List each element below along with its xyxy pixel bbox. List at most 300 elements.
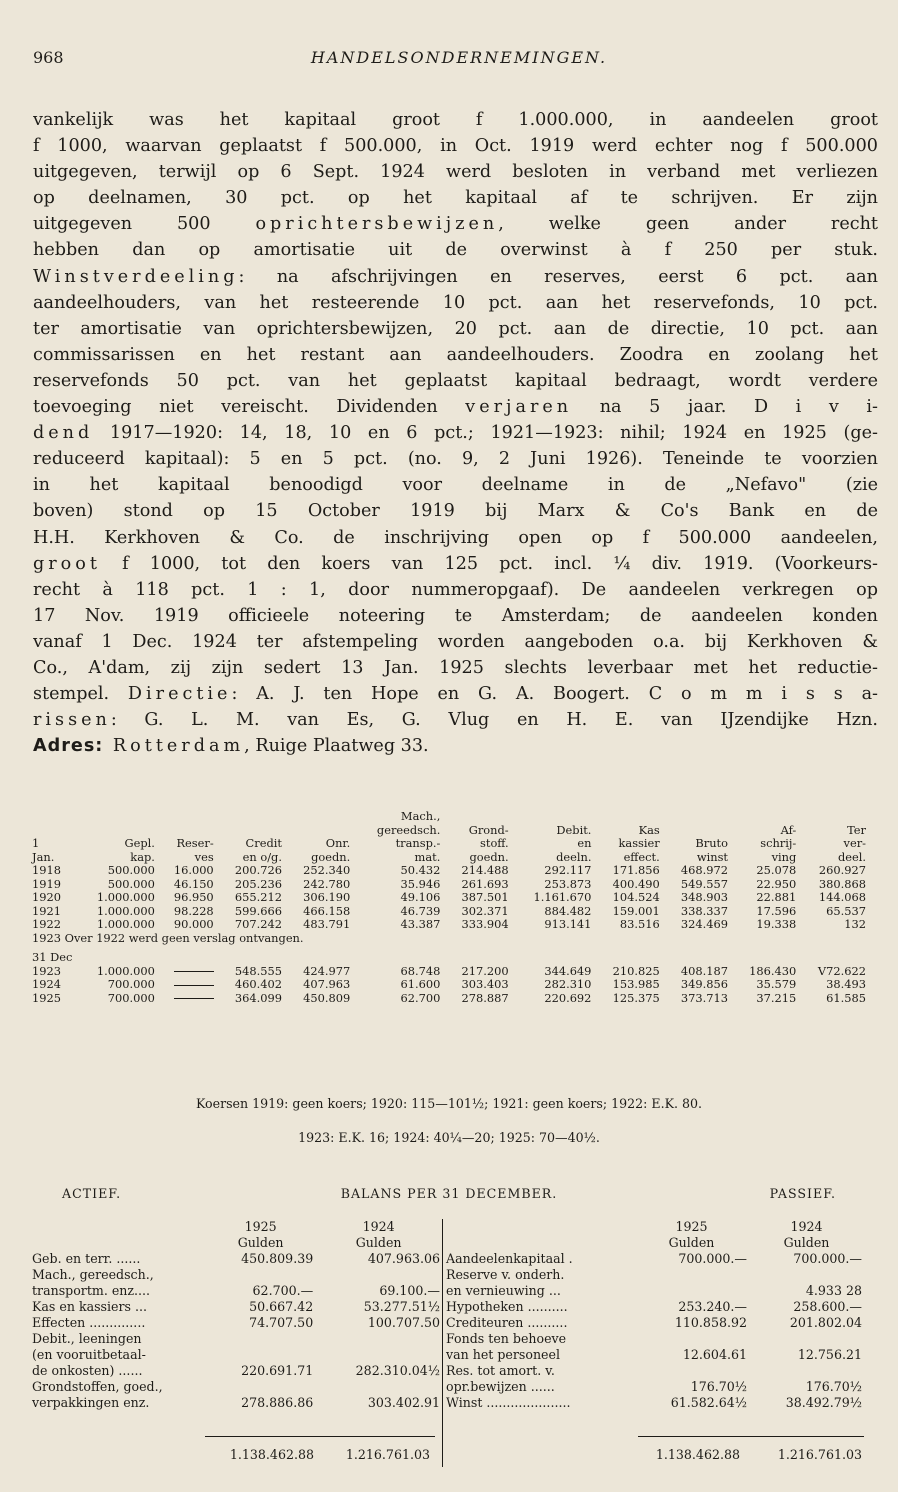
table-cell: V72.622 — [817, 963, 866, 978]
table-cell: 306.190 — [303, 890, 351, 904]
balance-row — [30, 1299, 442, 1315]
table-cell: 43.387 — [400, 917, 441, 931]
balance-row — [444, 1347, 864, 1363]
table-cell: 17.596 — [756, 903, 797, 918]
table-row — [30, 891, 868, 905]
balance-item-label: Res. tot amort. v. — [446, 1363, 555, 1378]
table-cell: 884.482 — [544, 903, 592, 918]
table-cell: ving — [771, 849, 797, 864]
balance-amount: 700.000.— — [793, 1251, 862, 1266]
table-cell: 1.161.670 — [533, 890, 592, 904]
table-cell: 333.904 — [461, 917, 509, 931]
table-cell: stoff. — [480, 836, 509, 850]
table-cell: 407.963 — [303, 977, 351, 991]
table-note: 31 Dec — [32, 950, 73, 964]
actief-label: ACTIEF. — [62, 1186, 122, 1201]
balance-amount — [749, 1331, 864, 1347]
table-cell — [30, 810, 74, 824]
table-cell: Reser- — [176, 836, 214, 850]
balance-amount: 12.756.21 — [797, 1347, 862, 1362]
table-cell: kap. — [130, 849, 155, 864]
table-cell: 500.000 — [107, 863, 155, 877]
table-cell: 35.579 — [756, 977, 797, 991]
table-cell — [157, 965, 216, 979]
balance-row — [444, 1315, 864, 1331]
text-segment: aandeelhouders, van het resteerende 10 pct. aan het reservefonds, 10 pct. — [33, 292, 878, 313]
table-cell: 1 — [32, 836, 40, 850]
text-segment: in het kapitaal benoodigd voor deelname in de „Nefavo" (zie — [33, 475, 878, 496]
balance-column-header: 1925 — [244, 1219, 277, 1234]
balance-row — [444, 1267, 864, 1283]
text-segment: Winstverdeeling — [33, 266, 239, 287]
table-cell: 125.375 — [612, 990, 660, 1005]
total-rule-right — [638, 1436, 864, 1437]
balance-amount: 176.70½ — [690, 1379, 747, 1394]
dash-mark — [174, 985, 214, 986]
balance-row — [444, 1283, 864, 1299]
balance-amount — [206, 1331, 315, 1347]
table-cell: 205.236 — [234, 876, 282, 891]
balance-amount — [634, 1267, 749, 1283]
text-line — [33, 107, 878, 133]
table-cell: 1925 — [32, 990, 61, 1005]
text-segment: 17 Nov. 1919 officieele noteering te Amsterdam; de aandeelen konden — [33, 605, 878, 626]
balance-row — [444, 1395, 864, 1411]
text-segment: oprichtersbewijzen — [255, 214, 499, 235]
balance-amount — [634, 1363, 749, 1379]
balance-item-label: Hypotheken .......... — [446, 1299, 568, 1314]
text-segment: , Ruige Plaatweg 33. — [244, 736, 429, 757]
table-cell: 46.150 — [173, 876, 214, 891]
text-segment: verjaren — [465, 397, 573, 418]
table-row — [30, 851, 868, 865]
balance-item-label: opr.bewijzen ...... — [446, 1379, 555, 1394]
balance-column-header: Gulden — [237, 1235, 284, 1250]
table-cell: 1920 — [32, 890, 61, 904]
table-cell: transp.- — [395, 836, 441, 850]
balance-amount: 62.700.— — [252, 1283, 314, 1298]
balance-amount: 201.802.04 — [789, 1315, 862, 1330]
balance-amount: 253.240.— — [678, 1299, 747, 1314]
balance-column-header: 1925 — [675, 1219, 708, 1234]
table-cell: 200.726 — [234, 863, 282, 877]
table-cell: ver- — [843, 836, 866, 850]
table-cell — [74, 810, 157, 824]
balance-column-header: Gulden — [355, 1235, 402, 1250]
table-cell — [662, 824, 730, 838]
table-cell: 338.337 — [680, 903, 728, 918]
balance-item-label: (en vooruitbetaal- — [32, 1347, 146, 1362]
table-cell: 37.215 — [756, 990, 797, 1005]
table-cell: 217.200 — [461, 963, 509, 978]
table-cell: 483.791 — [303, 917, 351, 931]
table-cell: Gepl. — [124, 836, 155, 850]
table-cell: Debit. — [556, 822, 592, 837]
table-cell: Onr. — [325, 836, 351, 850]
balance-column-header: Gulden — [783, 1235, 830, 1250]
table-cell — [157, 992, 216, 1006]
balance-amount: 407.963.06 — [367, 1251, 440, 1266]
table-cell: 153.985 — [612, 977, 660, 991]
balance-row — [30, 1379, 442, 1395]
text-segment: f 1000, waarvan geplaatst f 500.000, in Oct. 1919 werd echter nog f 500.000 — [33, 136, 878, 157]
balance-amount: 38.492.79½ — [785, 1395, 862, 1410]
table-cell: 159.001 — [612, 903, 660, 918]
text-line — [33, 211, 878, 237]
balance-item-label: transportm. enz.... — [32, 1283, 151, 1298]
table-cell: gereedsch. — [376, 822, 441, 837]
balance-liabilities — [444, 1219, 864, 1411]
balance-row — [30, 1347, 442, 1363]
table-row — [30, 837, 868, 851]
balance-amount: 700.000.— — [678, 1251, 747, 1266]
page-header — [0, 48, 898, 78]
table-row — [30, 810, 868, 824]
text-line — [33, 237, 878, 263]
table-cell: 252.340 — [303, 863, 351, 877]
balance-row — [444, 1331, 864, 1347]
table-cell — [798, 810, 868, 824]
balance-amount: 74.707.50 — [249, 1315, 314, 1330]
balance-amount: 50.667.42 — [249, 1299, 314, 1314]
table-cell: 707.242 — [234, 917, 282, 931]
balance-amount: 53.277.51½ — [363, 1299, 440, 1314]
table-cell: en — [577, 836, 592, 850]
balance-amount: 258.600.— — [793, 1299, 862, 1314]
balance-amount — [749, 1267, 864, 1283]
table-row — [30, 918, 868, 932]
balance-row — [30, 1395, 442, 1411]
table-cell: 282.310 — [544, 977, 592, 991]
balance-item-label: Aandeelenkapitaal . — [446, 1251, 573, 1266]
table-cell: 261.693 — [461, 876, 509, 891]
balance-amount — [634, 1331, 749, 1347]
text-line — [33, 159, 878, 185]
table-cell: 700.000 — [107, 990, 155, 1005]
table-cell — [74, 824, 157, 838]
balance-row — [444, 1379, 864, 1395]
table-cell: 303.403 — [461, 977, 509, 991]
table-cell — [511, 810, 594, 824]
balance-item-label: de onkosten) ...... — [32, 1363, 143, 1378]
balance-item-label: en vernieuwing ... — [446, 1283, 561, 1298]
text-segment: dend — [33, 423, 94, 444]
text-segment: boven) stond op 15 October 1919 bij Marx & Co's Bank en de — [33, 501, 878, 522]
text-segment: hebben dan op amortisatie uit de overwinst à f 250 per stuk. — [33, 240, 878, 261]
table-cell — [284, 824, 352, 838]
text-segment: H.H. Kerkhoven & Co. de inschrijving open op f 500.000 aandeelen, — [33, 527, 878, 548]
balance-amount — [206, 1379, 315, 1395]
text-segment: uitgegeven 500 — [33, 214, 256, 235]
text-segment: reduceerd kapitaal): 5 en 5 pct. (no. 9, 2 Juni 1926). Teneinde te voorzien — [33, 449, 878, 470]
total-liabilities-1925: 1.138.462.88 — [655, 1447, 740, 1462]
balance-row — [444, 1251, 864, 1267]
total-assets-1925: 1.138.462.88 — [229, 1447, 314, 1462]
table-cell: 655.212 — [234, 890, 282, 904]
text-line — [33, 733, 878, 759]
table-cell: 349.856 — [680, 977, 728, 991]
table-cell: 548.555 — [234, 963, 282, 978]
table-cell: 65.537 — [826, 903, 866, 918]
balance-item-label: Fonds ten behoeve — [446, 1331, 567, 1346]
table-cell: 35.946 — [400, 876, 441, 891]
table-cell: Mach., — [400, 809, 441, 823]
table-cell: 380.868 — [818, 876, 866, 891]
table-cell: 1919 — [32, 876, 61, 891]
balance-item-label: Debit., leeningen — [32, 1331, 142, 1346]
table-cell: 98.228 — [173, 903, 214, 918]
balance-row — [30, 1283, 442, 1299]
balance-divider — [442, 1219, 443, 1467]
balance-header-row — [30, 1235, 442, 1251]
text-segment: Co., A'dam, zij zijn sedert 13 Jan. 1925 slechts leverbaar met het reductie- — [33, 657, 878, 678]
table-cell: winst — [696, 849, 728, 864]
text-line — [33, 525, 878, 551]
table-cell — [157, 810, 216, 824]
balance-amount: 282.310.04½ — [355, 1363, 440, 1378]
balance-item-label: verpakkingen enz. — [32, 1395, 150, 1410]
table-cell: 1923 — [32, 963, 61, 978]
table-cell: 466.158 — [303, 903, 351, 918]
table-cell: 61.585 — [826, 990, 866, 1005]
balance-amount: 176.70½ — [805, 1379, 862, 1394]
text-segment: vankelijk was het kapitaal groot f 1.000.000, in aandeelen groot — [33, 110, 878, 130]
table-cell: 468.972 — [680, 863, 728, 877]
table-row — [30, 951, 868, 965]
balance-amount: 4.933 28 — [805, 1283, 862, 1298]
text-segment: , welke geen ander recht — [498, 214, 878, 235]
table-cell: 46.739 — [400, 903, 441, 918]
table-cell: Kas — [638, 822, 660, 837]
table-cell: 22.950 — [756, 876, 797, 891]
table-cell: 186.430 — [749, 963, 797, 978]
text-segment: groot — [33, 553, 101, 574]
table-cell — [284, 810, 352, 824]
table-cell: effect. — [623, 849, 660, 864]
balance-amount: 110.858.92 — [674, 1315, 747, 1330]
text-line — [33, 368, 878, 394]
text-segment: toevoeging niet vereischt. Dividenden — [33, 397, 466, 418]
table-cell: 913.141 — [544, 917, 592, 931]
table-cell: 292.117 — [544, 863, 592, 877]
table-cell: 373.713 — [680, 990, 728, 1005]
balance-assets — [30, 1219, 442, 1411]
table-cell: 22.881 — [756, 890, 797, 904]
table-cell: 1921 — [32, 903, 61, 918]
table-cell: 38.493 — [826, 977, 866, 991]
balance-amount — [749, 1363, 864, 1379]
table-cell: 324.469 — [680, 917, 728, 931]
page-number: 968 — [33, 48, 64, 67]
table-cell: 19.338 — [756, 917, 797, 931]
balance-amount: 12.604.61 — [682, 1347, 747, 1362]
text-line — [33, 446, 878, 472]
text-segment: vanaf 1 Dec. 1924 ter afstempeling worden aangeboden o.a. bij Kerkhoven & — [33, 631, 878, 652]
table-cell: 1.000.000 — [96, 890, 155, 904]
table-cell: 278.887 — [461, 990, 509, 1005]
table-cell: 364.099 — [234, 990, 282, 1005]
table-cell: goedn. — [469, 849, 509, 864]
balance-row — [30, 1331, 442, 1347]
passief-label: PASSIEF. — [769, 1186, 836, 1201]
text-line — [33, 707, 878, 733]
text-line — [33, 577, 878, 603]
table-cell: 599.666 — [234, 903, 282, 918]
balance-header-row — [444, 1235, 864, 1251]
table-cell: 1924 — [32, 977, 61, 991]
table-cell: 132 — [844, 917, 866, 931]
running-title: HANDELSONDERNEMINGEN. — [310, 48, 608, 67]
table-cell: 68.748 — [400, 963, 441, 978]
table-cell — [157, 824, 216, 838]
balance-item-label: Grondstoffen, goed., — [32, 1379, 163, 1394]
table-cell: 387.501 — [461, 890, 509, 904]
table-cell: 344.649 — [544, 963, 592, 978]
table-cell: 260.927 — [818, 863, 866, 877]
text-segment: : A. J. ten Hope en G. A. Boogert. C o m m i s s a- — [231, 684, 878, 705]
text-segment: stempel. — [33, 684, 128, 705]
table-cell: Credit — [245, 836, 282, 850]
balance-amount — [634, 1283, 749, 1299]
table-cell — [30, 824, 74, 838]
koersen-line-2: 1923: E.K. 16; 1924: 40¼—20; 1925: 70—40½. — [298, 1130, 600, 1145]
table-cell: 210.825 — [612, 963, 660, 978]
balance-amount: 69.100.— — [379, 1283, 440, 1298]
table-row — [30, 864, 868, 878]
table-cell: 61.600 — [400, 977, 441, 991]
table-cell: 104.524 — [612, 890, 660, 904]
text-line — [33, 133, 878, 159]
text-segment: : G. L. M. van Es, G. Vlug en H. E. van IJzendijke Hzn. — [110, 710, 878, 731]
text-line — [33, 316, 878, 342]
table-note: 1923 Over 1922 werd geen verslag ontvangen. — [32, 930, 304, 945]
balance-header-row — [444, 1219, 864, 1235]
text-line — [33, 655, 878, 681]
balance-amount: 303.402.91 — [367, 1395, 440, 1410]
table-cell: 400.490 — [612, 876, 660, 891]
table-cell: 144.068 — [818, 890, 866, 904]
text-segment: ter amortisatie van oprichtersbewijzen, 20 pct. aan de directie, 10 pct. aan — [33, 318, 878, 339]
table-cell: Jan. — [32, 849, 55, 864]
text-line — [33, 342, 878, 368]
text-line — [33, 394, 878, 420]
table-cell: 16.000 — [173, 863, 214, 877]
table-cell: deeln. — [556, 849, 592, 864]
balance-column-header: 1924 — [790, 1219, 823, 1234]
table-cell: en o/g. — [242, 849, 282, 864]
table-cell: 214.488 — [461, 863, 509, 877]
balance-row — [444, 1299, 864, 1315]
text-line — [33, 290, 878, 316]
table-row — [30, 878, 868, 892]
table-cell: 1.000.000 — [96, 917, 155, 931]
balance-item-label: Crediteuren .......... — [446, 1315, 568, 1330]
table-cell: 83.516 — [619, 917, 660, 931]
text-line — [33, 472, 878, 498]
balance-item-label: van het personeel — [446, 1347, 560, 1362]
balance-amount — [315, 1379, 442, 1395]
balance-amount — [315, 1347, 442, 1363]
table-cell: 302.371 — [461, 903, 509, 918]
balance-item-label: Winst ..................... — [446, 1395, 571, 1410]
table-cell — [730, 810, 798, 824]
balance-item-label: Effecten .............. — [32, 1315, 146, 1330]
balance-sheet-title: BALANS PER 31 DECEMBER. — [340, 1186, 558, 1201]
text-segment: 1917—1920: 14, 18, 10 en 6 pct.; 1921—1923: nihil; 1924 en 1925 (ge- — [93, 423, 878, 444]
balance-column-header: 1924 — [362, 1219, 395, 1234]
table-cell: 1.000.000 — [96, 903, 155, 918]
text-line — [33, 681, 878, 707]
balance-amount: 220.691.71 — [241, 1363, 314, 1378]
balance-amount — [206, 1267, 315, 1283]
koersen-line-1: Koersen 1919: geen koers; 1920: 115—101½; 1921: geen koers; 1922: E.K. 80. — [195, 1096, 703, 1111]
table-cell: 1918 — [32, 863, 61, 877]
balance-item-label: Mach., gereedsch., — [32, 1267, 154, 1282]
table-cell: 549.557 — [680, 876, 728, 891]
table-cell — [216, 810, 284, 824]
balance-amount: 278.886.86 — [241, 1395, 314, 1410]
text-line — [33, 420, 878, 446]
text-line — [33, 264, 878, 290]
table-cell — [593, 810, 661, 824]
table-cell: 500.000 — [107, 876, 155, 891]
table-row — [30, 824, 868, 838]
dash-mark — [174, 998, 214, 999]
text-line — [33, 498, 878, 524]
text-segment: Directie — [127, 684, 232, 705]
balance-amount — [206, 1347, 315, 1363]
balance-row — [30, 1267, 442, 1283]
balance-item-label: Geb. en terr. ...... — [32, 1251, 141, 1266]
table-cell: 700.000 — [107, 977, 155, 991]
balance-amount — [315, 1331, 442, 1347]
balance-item-label: Reserve v. onderh. — [446, 1267, 565, 1282]
table-cell: 220.692 — [544, 990, 592, 1005]
table-cell: 242.780 — [303, 876, 351, 891]
table-cell: 460.402 — [234, 977, 282, 991]
table-cell: 171.856 — [612, 863, 660, 877]
table-cell: 1.000.000 — [96, 963, 155, 978]
balance-row — [444, 1363, 864, 1379]
text-segment: : na afschrijvingen en reserves, eerst 6 pct. aan — [238, 266, 878, 287]
body-text — [33, 107, 878, 759]
table-cell: 450.809 — [303, 990, 351, 1005]
text-line — [33, 603, 878, 629]
balance-row — [30, 1251, 442, 1267]
balance-row — [30, 1363, 442, 1379]
table-row — [30, 978, 868, 992]
balance-amount: 100.707.50 — [367, 1315, 440, 1330]
balance-header-row — [30, 1219, 442, 1235]
table-row — [30, 905, 868, 919]
balance-item-label: Kas en kassiers ... — [32, 1299, 147, 1314]
text-segment: op deelnamen, 30 pct. op het kapitaal af te schrijven. Er zijn — [33, 188, 878, 209]
balance-amount: 61.582.64½ — [670, 1395, 747, 1410]
table-cell: 90.000 — [173, 917, 214, 931]
total-assets-1924: 1.216.761.03 — [345, 1447, 430, 1462]
table-cell — [442, 810, 510, 824]
balance-column-header: Gulden — [668, 1235, 715, 1250]
table-cell: 1922 — [32, 917, 61, 931]
table-cell: 62.700 — [400, 990, 441, 1005]
table-cell: 348.903 — [680, 890, 728, 904]
dash-mark — [174, 971, 214, 972]
balance-sheet-heading — [0, 1186, 898, 1204]
balance-amount — [315, 1267, 442, 1283]
text-segment: Rotterdam — [103, 736, 245, 757]
table-cell: 96.950 — [173, 890, 214, 904]
text-segment: reservefonds 50 pct. van het geplaatst kapitaal bedraagt, wordt verdere — [33, 370, 878, 391]
